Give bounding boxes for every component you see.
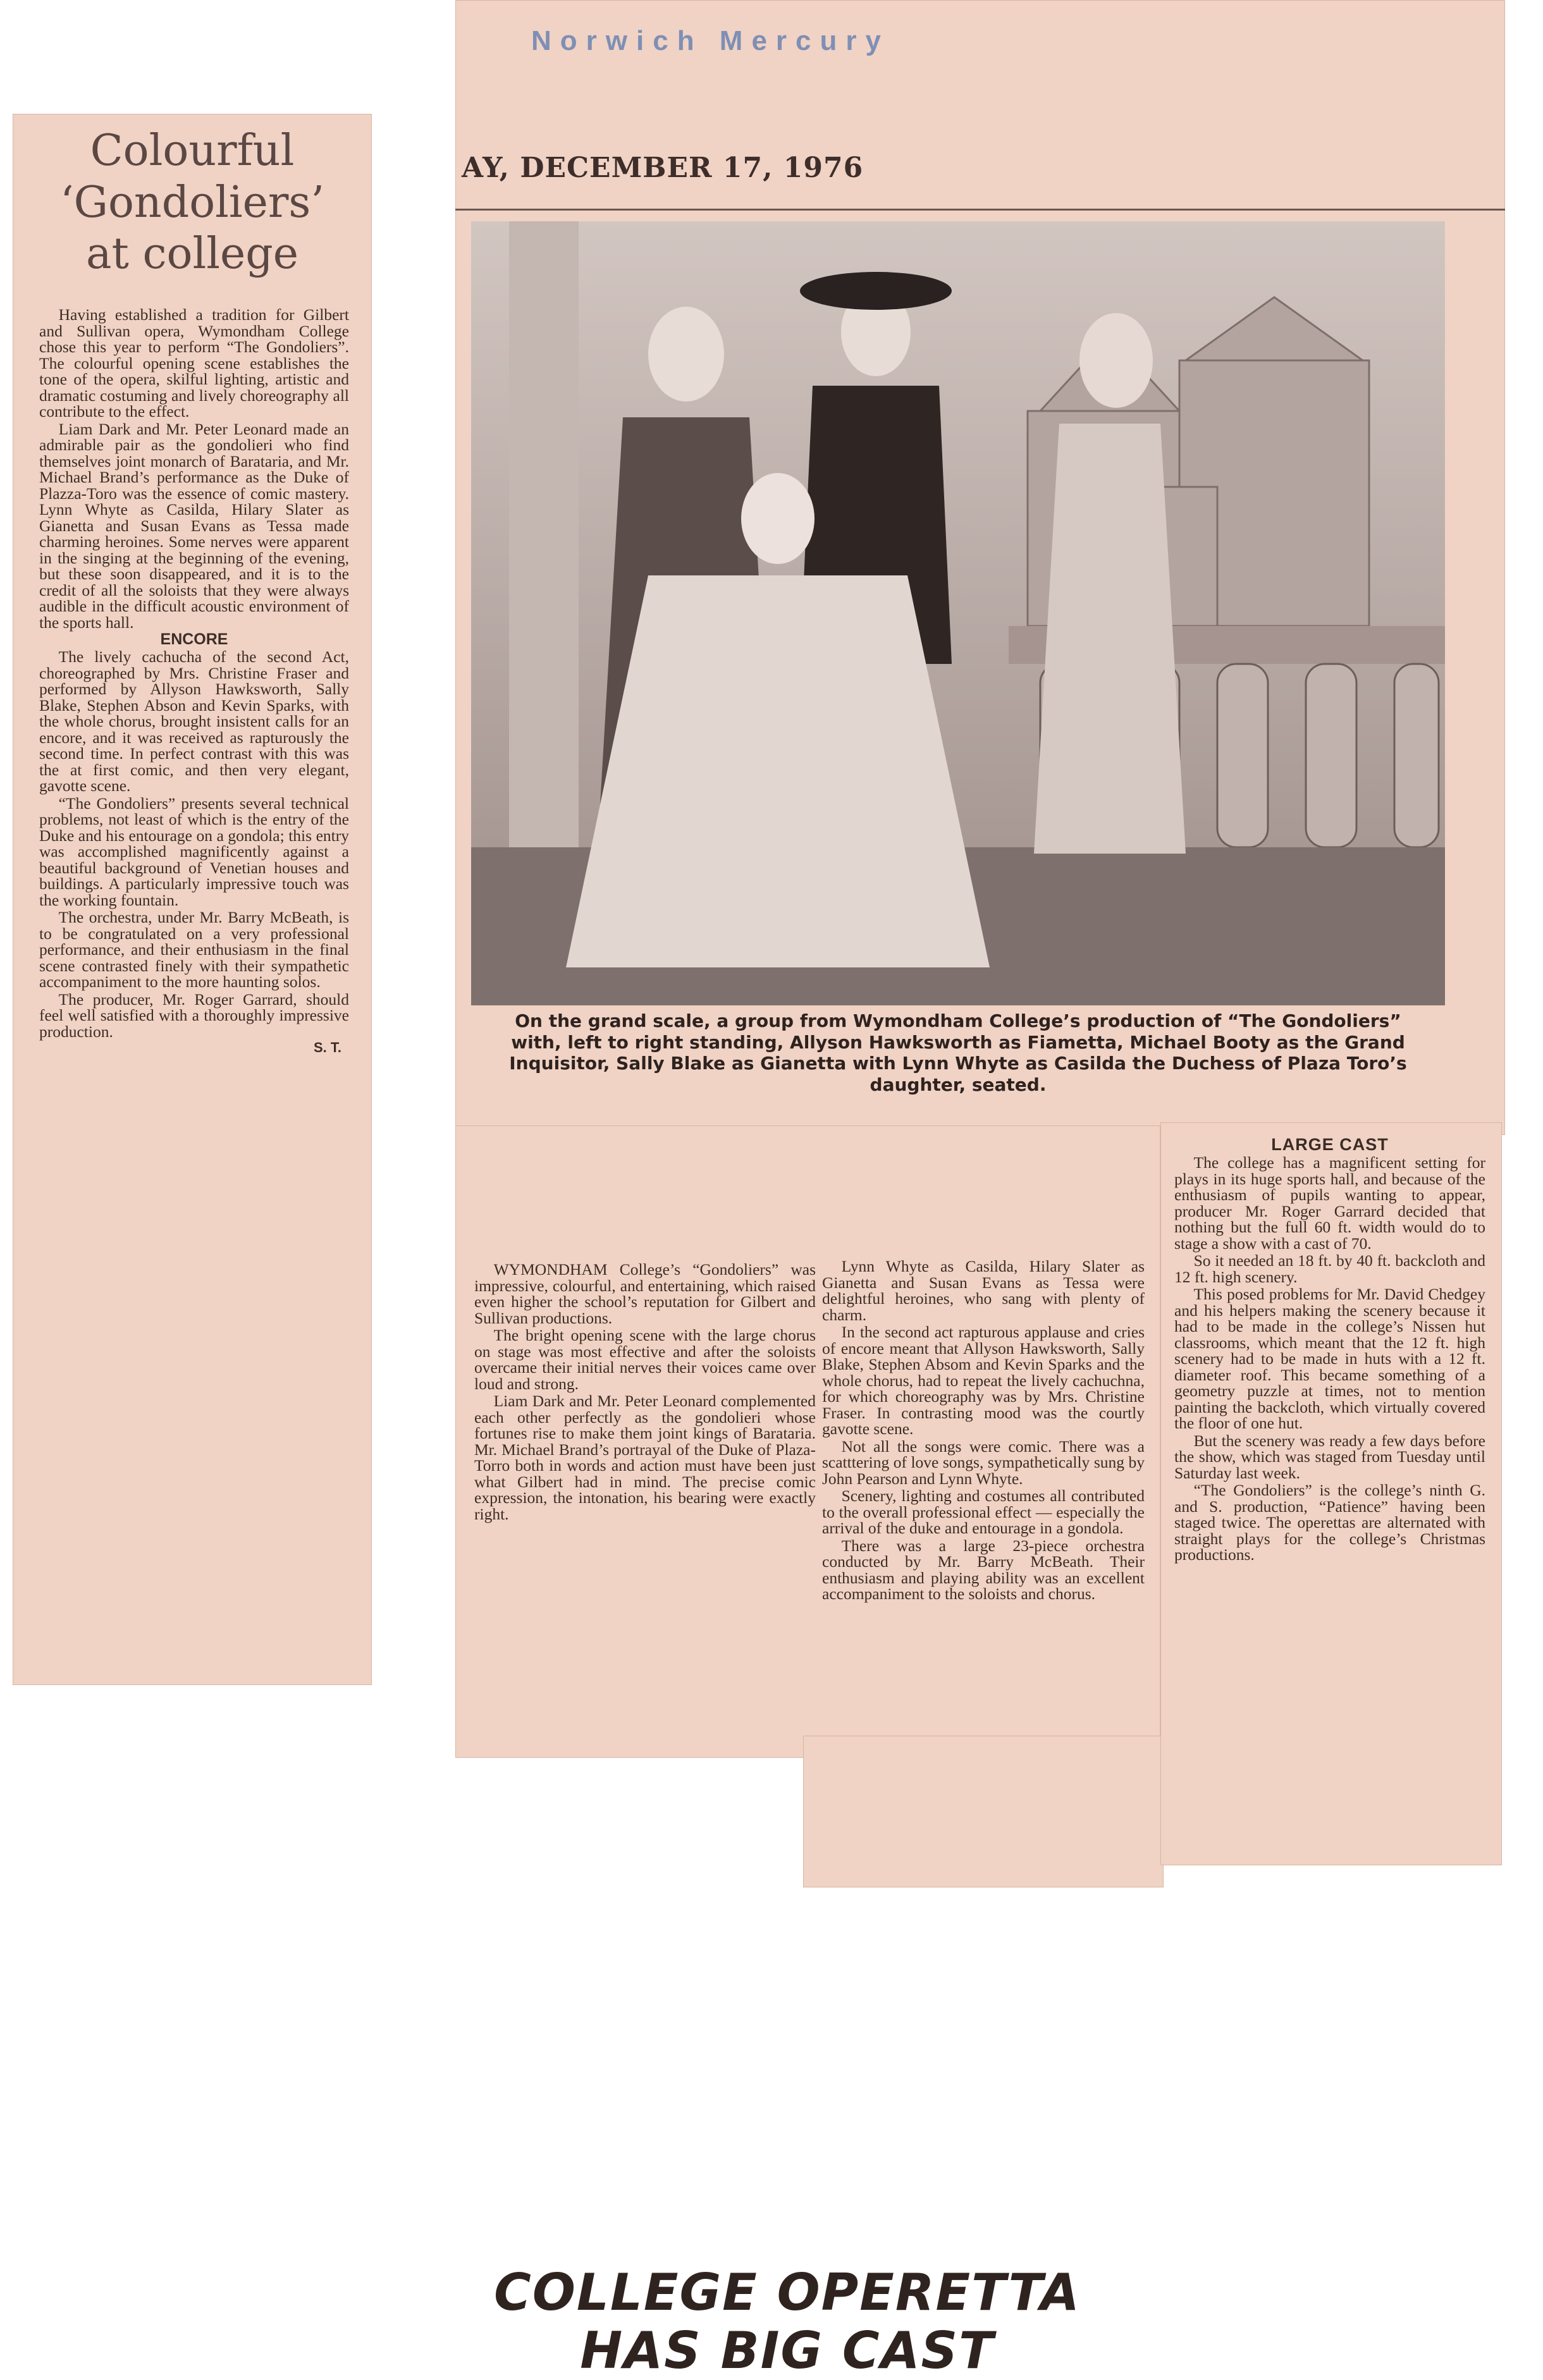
left-article-headline: [32, 125, 353, 280]
main-column-2: [822, 1258, 1145, 1602]
left-paragraph: The lively cachucha of the second Act, choreographed by Mrs. Christine Fraser and performed by Allyson Hawksworth, Sally Blake, Stephen Abson and Kevin Sparks, with the whole chorus, brought insistent calls for an encore, and it was received as rapturously the second time. In perfect contrast with this was the at first comic, and then very elegant, gavotte scene.: [39, 647, 349, 795]
right-paragraph: “The Gondoliers” is the college’s ninth G. and S. production, “Patience” having been staged twice. The operettas are alternated with straight plays for the college’s Christmas productions.: [1174, 1481, 1485, 1564]
header-rule: [455, 209, 1505, 211]
dateline: AY, DECEMBER 17, 1976: [462, 152, 864, 184]
left-paragraph: Having established a tradition for Gilbert and Sullivan opera, Wymondham College chose this year to perform “The Gondoliers”. The colourful opening scene establishes the tone of the opera, skilful lighting, artistic and dramatic costuming and lively choreography all contribute to the effect.: [39, 305, 349, 420]
main-col2-paragraph: In the second act rapturous applause and cries of encore meant that Allyson Hawksworth, Sally Blake, Stephen Absom and Kevin Sparks and the whole chorus, had to repeat the lively cachuchna, for which choreography was by Mrs. Christine Fraser. In contrasting mood was the courtly gavotte scene.: [822, 1323, 1145, 1438]
main-headline-line-1: COLLEGE OPERETTA: [494, 2263, 1081, 2322]
main-col2-paragraph: Not all the songs were comic. There was a scatttering of love songs, sympathetically sung by John Pearson and Lynn Whyte.: [822, 1437, 1145, 1488]
right-subhead-large-cast: LARGE CAST: [1271, 1135, 1389, 1154]
left-subhead-encore: ENCORE: [160, 630, 228, 648]
left-article-body: [39, 307, 349, 1055]
left-article-clipping: [13, 114, 372, 1685]
main-column-2-tab: [803, 1736, 1164, 1887]
left-paragraph: The producer, Mr. Roger Garrard, should feel well satisfied with a thoroughly impressive production.: [39, 990, 349, 1041]
right-paragraph: So it needed an 18 ft. by 40 ft. backcloth and 12 ft. high scenery.: [1174, 1251, 1485, 1286]
right-paragraph: The college has a magnificent setting for plays in its huge sports hall, and because of the enthusiasm of pupils wanting to appear, producer Mr. Roger Garrard decided that nothing but the full 60 ft. width would do to stage a show with a cast of 70.: [1174, 1153, 1485, 1253]
main-col2-paragraph: There was a large 23-piece orchestra conducted by Mr. Barry McBeath. Their enthusiasm and playing ability was an excellent accompaniment to the soloists and chorus.: [822, 1536, 1145, 1603]
cast-photograph: [471, 221, 1445, 1005]
left-headline-line-2: ‘Gondoliers’: [60, 177, 324, 228]
cast-photo-illustration: [471, 221, 1445, 1005]
left-paragraph: The orchestra, under Mr. Barry McBeath, is to be congratulated on a very professional performance, and their enthusiasm in the final scene contrasted finely with their sympathetic accompaniment to the more haunting solos.: [39, 908, 349, 991]
main-col2-paragraph: Lynn Whyte as Casilda, Hilary Slater as Gianetta and Susan Evans as Tessa were delightful heroines, who sang with plenty of charm.: [822, 1257, 1145, 1324]
main-col1-paragraph: Liam Dark and Mr. Peter Leonard complemented each other perfectly as the gondolieri whose fortunes rise to make them joint kings of Barataria. Mr. Michael Brand’s portrayal of the Duke of Plaza-Torro both in words and action must have been just what Gilbert had in mind. The precise comic expression, the intonation, his bearing were exactly right.: [474, 1392, 816, 1523]
right-paragraph: But the scenery was ready a few days before the show, which was staged from Tuesday until Saturday last week.: [1174, 1431, 1485, 1482]
main-col2-paragraph: Scenery, lighting and costumes all contributed to the overall professional effect — especially the arrival of the duke and entourage in a gondola.: [822, 1487, 1145, 1537]
left-headline-line-1: Colourful: [90, 126, 295, 176]
main-headline-line-2: HAS BIG CAST: [580, 2321, 995, 2380]
main-article-clipping: [455, 0, 1505, 1135]
main-column-1: [474, 1261, 816, 1522]
column-pillar: [509, 221, 579, 854]
left-headline-line-3: at college: [85, 229, 298, 279]
author-signature: S. T.: [313, 1040, 341, 1055]
right-paragraph: This posed problems for Mr. David Chedgey and his helpers making the scenery because it had to be made in the college’s Nissen hut classrooms, which meant that the 12 ft. high scenery had to be made in huts with a 12 ft. diameter roof. This became something of a geometry puzzle at times, not to mention painting the backcloth, which virtually covered the floor of one hut.: [1174, 1285, 1485, 1432]
right-article-body: [1174, 1136, 1485, 1563]
main-col1-paragraph: WYMONDHAM College’s “Gondoliers” was impressive, colourful, and entertaining, which raised even higher the school’s reputation for Gilbert and Sullivan productions.: [474, 1260, 816, 1327]
photo-caption: On the grand scale, a group from Wymondham College’s production of “The Gondoliers” with, left to right standing, Allyson Hawksworth as Fiametta, Michael Booty as the Grand Inquisitor, Sally Blake as Gianetta with Lynn Whyte as Casilda the Duchess of Plaza Toro’s daughter, seated.: [509, 1010, 1407, 1095]
right-article-clipping: [1160, 1122, 1502, 1865]
main-headline: [455, 2264, 1119, 2380]
left-paragraph: “The Gondoliers” presents several technical problems, not least of which is the entry of the Duke and his entourage on a gondola; this entry was accomplished magnificently against a beautiful background of Venetian houses and buildings. A particularly impressive touch was the working fountain.: [39, 794, 349, 909]
main-col1-paragraph: The bright opening scene with the large chorus on stage was most effective and after the soloists overcame their initial nerves their voices came over loud and strong.: [474, 1326, 816, 1393]
newspaper-stamp: Norwich Mercury: [531, 25, 890, 56]
left-paragraph: Liam Dark and Mr. Peter Leonard made an admirable pair as the gondolieri who find themselves joint monarch of Barataria, and Mr. Michael Brand’s performance as the Duke of Plazza-Toro was the essence of comic mastery. Lynn Whyte as Casilda, Hilary Slater as Gianetta and Susan Evans as Tessa made charming heroines. Some nerves were apparent in the singing at the beginning of the evening, but these soon disappeared, and it is to the credit of all the soloists that they were always audible in the difficult acoustic environment of the sports hall.: [39, 419, 349, 632]
